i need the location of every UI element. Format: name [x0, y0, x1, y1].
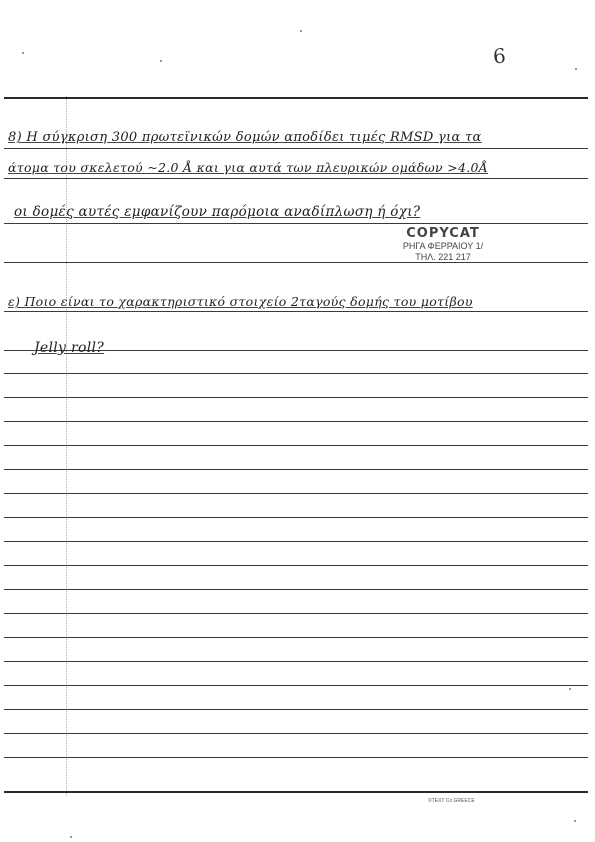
ruled-line: [4, 685, 588, 686]
ruled-line: [4, 421, 588, 422]
ruled-line: [4, 262, 588, 263]
ruled-line: [4, 445, 588, 446]
ruled-line: [4, 469, 588, 470]
speck: [300, 30, 302, 32]
question-8-line-1: 8) Η σύγκριση 300 πρωτεϊνικών δομών αποδίδει τιμές RMSD για τα: [8, 130, 482, 145]
footer-rule: [4, 791, 588, 793]
ruled-line: [4, 541, 588, 542]
ruled-line: [4, 311, 588, 312]
ruled-line: [4, 493, 588, 494]
speck: [574, 820, 576, 822]
speck: [575, 68, 577, 70]
question-8-line-3: οι δομές αυτές εμφανίζουν παρόμοια αναδίπλωση ή όχι?: [14, 204, 421, 220]
stamp-phone: ΤΗΛ. 221 217: [415, 252, 471, 262]
stamp-address: ΡΗΓΑ ΦΕΡΡΑΙΟΥ 1/: [402, 241, 484, 251]
ruled-line: [4, 397, 588, 398]
ruled-line: [4, 661, 588, 662]
speck: [160, 60, 162, 62]
ruled-line: [4, 757, 588, 758]
speck: [70, 836, 72, 838]
ruled-line: [4, 223, 588, 224]
ruled-line: [4, 589, 588, 590]
margin-line: [66, 96, 67, 796]
question-e-line-1: ε) Ποιο είναι το χαρακτηριστικό στοιχείο 2ταγούς δομής του μοτίβου: [8, 294, 473, 309]
ruled-line: [4, 148, 588, 149]
ruled-line: [4, 733, 588, 734]
ruled-line: [4, 565, 588, 566]
question-8-line-2: άτομα του σκελετού ~2.0 Å και για αυτά των πλευρικών ομάδων >4.0Å: [8, 160, 489, 175]
copyshop-stamp: [388, 226, 498, 263]
stamp-name: COPYCAT: [406, 226, 480, 241]
ruled-line: [4, 517, 588, 518]
speck: [569, 688, 571, 690]
ruled-line: [4, 178, 588, 179]
question-e-line-2: Jelly roll?: [34, 340, 105, 356]
header-rule: [4, 97, 588, 99]
ruled-line: [4, 613, 588, 614]
ruled-line: [4, 637, 588, 638]
speck: [22, 52, 24, 54]
page-number: 6: [492, 43, 507, 69]
ruled-line: [4, 373, 588, 374]
ruled-line: [4, 709, 588, 710]
paper-brand-footer: ©TEXT Co GREECE: [428, 798, 475, 804]
